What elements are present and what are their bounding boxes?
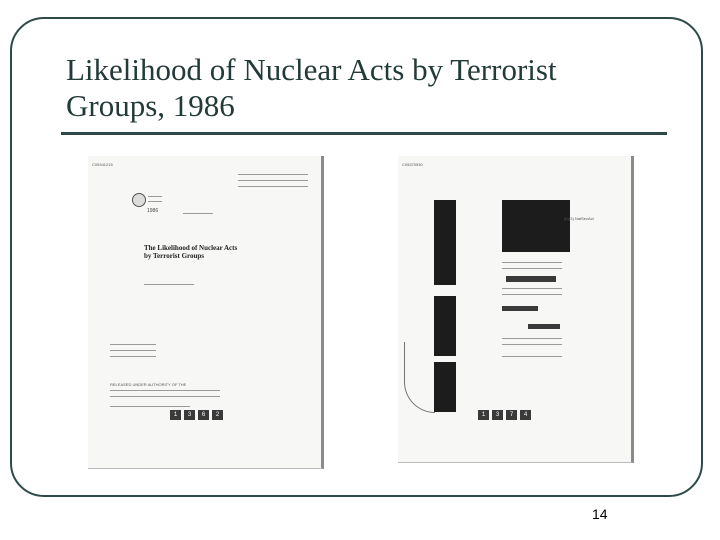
exemption-line	[238, 180, 308, 181]
handwritten-mark	[183, 213, 213, 214]
left-page-date-code: 1986	[147, 208, 159, 214]
stamp-digit: 7	[506, 410, 517, 420]
slide-title: Likelihood of Nuclear Acts by Terrorist Groups, 1986	[66, 52, 557, 123]
left-page-document-title: The Likelihood of Nuclear Acts by Terrorist Groups	[144, 244, 238, 260]
left-page-header-id: C05341215	[92, 162, 113, 167]
stamp-digit: 4	[520, 410, 531, 420]
footer-line	[110, 390, 220, 391]
stamp-digit: 3	[492, 410, 503, 420]
right-page-exemption-annotation: (b)(3) NatSecAct	[564, 216, 594, 221]
redaction-strip	[434, 296, 456, 356]
author-line	[144, 284, 194, 285]
slide-page-number: 14	[592, 506, 608, 522]
exemption-line	[238, 186, 308, 187]
redaction-bar	[528, 324, 560, 329]
text-line	[502, 338, 562, 339]
title-divider	[61, 132, 667, 135]
text-line	[502, 344, 562, 345]
right-page-header-id: C05370530	[402, 162, 423, 167]
scanned-page-cover	[88, 156, 324, 469]
scanned-page-redacted	[398, 156, 634, 463]
stamp-digit: 3	[184, 410, 195, 420]
redaction-strip	[434, 200, 456, 285]
footer-line	[110, 406, 190, 407]
stamp-digit: 2	[212, 410, 223, 420]
seal-caption-line	[148, 196, 162, 197]
control-line	[110, 356, 156, 357]
agency-seal-icon	[132, 193, 146, 207]
text-line	[502, 356, 562, 357]
seal-caption-line	[148, 201, 162, 202]
stamp-digit: 1	[170, 410, 181, 420]
text-line	[502, 294, 562, 295]
redaction-block	[502, 200, 570, 252]
callout-arrow	[404, 342, 435, 413]
control-line	[110, 350, 156, 351]
footer-line	[110, 396, 220, 397]
text-line	[502, 288, 562, 289]
redaction-strip	[434, 362, 456, 412]
stamp-digit: 1	[478, 410, 489, 420]
redaction-bar	[506, 276, 556, 282]
stamp-digit: 6	[198, 410, 209, 420]
redaction-bar	[502, 306, 538, 311]
text-line	[502, 268, 562, 269]
left-page-release-footer: RELEASED UNDER AUTHORITY OF THE	[110, 382, 187, 387]
exemption-line	[238, 174, 308, 175]
right-page-stamp	[478, 410, 531, 420]
text-line	[502, 262, 562, 263]
left-page-stamp	[170, 410, 223, 420]
control-line	[110, 344, 156, 345]
